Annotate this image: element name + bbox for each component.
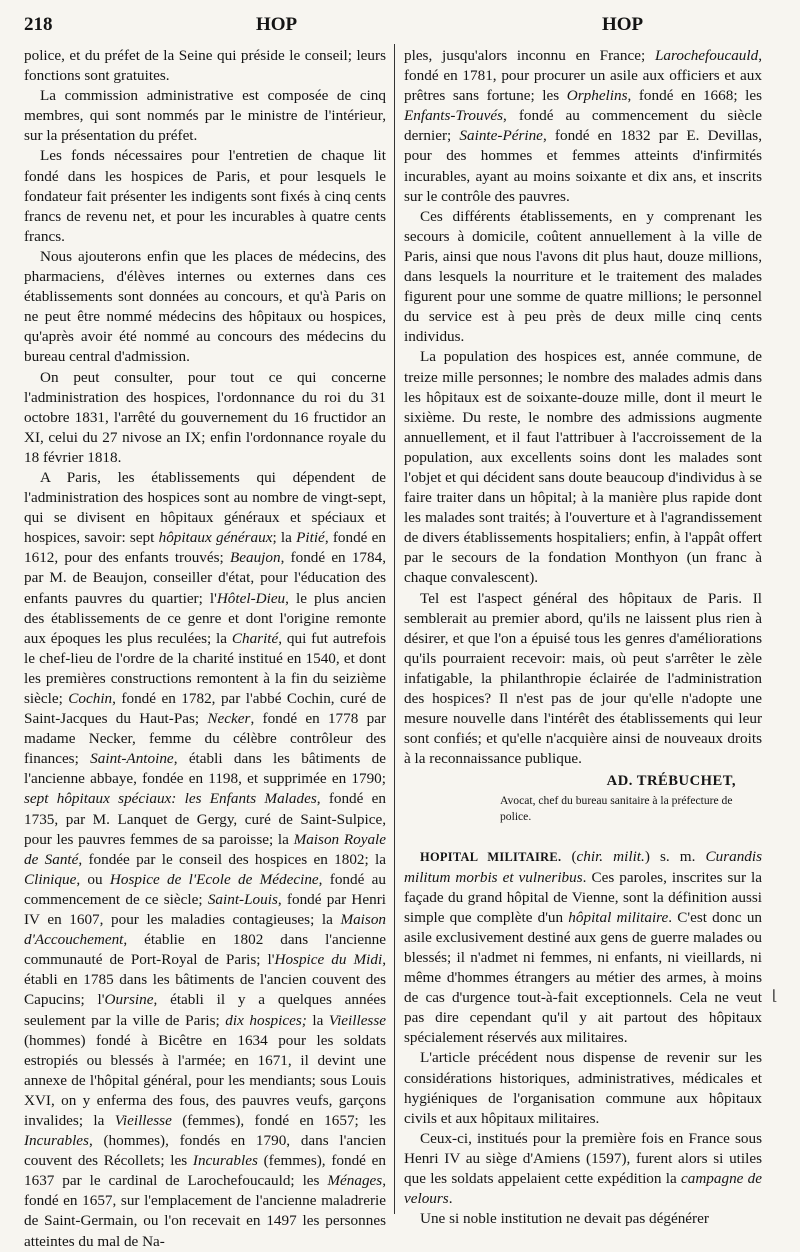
section-spacer bbox=[404, 825, 762, 847]
text-run: (femmes), fondé en 1637 par le cardinal de Larochefoucauld; les bbox=[24, 1152, 387, 1190]
left-running-head: HOP bbox=[256, 14, 298, 35]
italic-run: Vieillesse bbox=[114, 1111, 172, 1129]
author-title: Avocat, chef du bureau sanitaire à la préfecture de police. bbox=[500, 794, 733, 824]
italic-run: Pitié bbox=[296, 529, 325, 547]
italic-run: Orphelins bbox=[566, 87, 628, 105]
italic-run: sept hôpitaux spéciaux: les Enfants Malades bbox=[24, 790, 317, 808]
text-run: ples, jusqu'alors inconnu en France; bbox=[404, 47, 655, 64]
right-running-head: HOP bbox=[602, 14, 644, 35]
paragraph: Ces différents établissements, en y comprenant les secours à domicile, coûtent annuellement à la ville de Paris, ainsi que nous l'avons dit plus haut, douze millions, dans lesquels la nourriture et le traitement des malades figurent pour une somme de quatre millions; le personnel du service est à peu près de deux mille cinq cents individus. bbox=[404, 207, 762, 346]
italic-run: Charité bbox=[231, 629, 279, 647]
text-run: , fondé au commencement du siècle dernier; bbox=[404, 107, 762, 145]
paragraph: Nous ajouterons enfin que les places de médecins, des pharmaciens, d'élèves internes ou externes dans ces établissements sont données au concours, et qu'à Paris on ne peut être nommé médecins des hôpitaux ou hospices, qu'après avoir été nommé au concours des médecins du bureau central d'admission. bbox=[24, 247, 386, 366]
text-run: , établi il y a quelques années seulement par la ville de Paris; bbox=[24, 991, 386, 1029]
author-signature: AD. TRÉBUCHET, bbox=[606, 773, 736, 790]
paragraph: Tel est l'aspect général des hôpitaux de Paris. Il semblerait au premier abord, qu'ils ne laissent plus rien à désirer, et que l'on a épuisé tous les genres d'améliorations qu'ils pourraient recevoir: mais, où peut s'arrêter le zèle infatigable, la philanthropie éclairée de l'administration des hospices? Il n'est pas de jour qu'elle n'adopte une mesure nouvelle dans l'intérêt des établissements qui leur sont confiés; et qu'elle n'acquière ainsi de nouveaux droits à la reconnaissance publique. bbox=[404, 589, 762, 768]
italic-run: Saint-Louis bbox=[207, 890, 278, 908]
italic-run: Curandis militum morbis et vulneribus bbox=[404, 848, 763, 886]
paragraph: L'article précédent nous dispense de revenir sur les considérations historiques, administratives, médicales et hygiéniques de l'organisation commune aux hôpitaux civils et aux hôpitaux militaires. bbox=[404, 1049, 762, 1127]
paragraph: La commission administrative est composée de cinq membres, qui sont nommés par le ministre de l'intérieur, sur la présentation du préfet. bbox=[24, 87, 386, 145]
text-run: , fondée par le conseil des hospices en 1802; la bbox=[78, 850, 386, 868]
italic-run: Incurables bbox=[24, 1132, 89, 1150]
text-run: (femmes), fondé en 1657; les bbox=[171, 1111, 387, 1129]
italic-run: Enfants-Trouvés bbox=[404, 107, 503, 125]
margin-mark: ⌊ bbox=[772, 989, 778, 1004]
paragraph-hospital-list bbox=[24, 468, 386, 1252]
italic-run: Sainte-Périne bbox=[459, 127, 543, 145]
text-run: , fondé au commencement de ce siècle; bbox=[24, 870, 387, 908]
italic-run: dix hospices; bbox=[225, 1011, 307, 1029]
text-run: , établie en 1802 dans l'ancienne communauté de Port-Royal de Paris; l' bbox=[24, 931, 386, 969]
text-run: (hommes) fondé à Bicêtre en 1634 pour les soldats estropiés ou blessés à l'armée; en 1671, il devint une annexe de l'hôpital général, pour les mendiants; sous Louis XVI, on y enferma des fous, des pauvres veufs, garçons invalides; la bbox=[24, 1031, 386, 1129]
text-run: Ceux-ci, institués pour la première fois en France sous Henri IV au siège d'Amiens (1597), furent alors si utiles que les soldats appelaient cette expédition la bbox=[404, 1129, 762, 1187]
text-run: , le plus ancien des établissements de ce genre et dont l'origine remonte aux époques les plus reculées; la bbox=[24, 589, 386, 647]
text-run: A Paris, les établissements qui dépendent de l'administration des hospices sont au nombre de vingt-sept, qui se divisent en hôpitaux généraux et spéciaux et hospices, savoir: sept bbox=[24, 468, 386, 547]
text-run: , fondé en 1832 par E. Devillas, pour des hommes et femmes atteints d'infirmités incurables, ayant au moins soixante et dix ans, et inscrits sur le contrôle des pauvres. bbox=[404, 127, 762, 205]
text-run: , fondé en 1784, par M. de Beaujon, conseiller d'état, pour l'éducation des enfants pauvres du quartier; l' bbox=[24, 549, 387, 607]
text-run: , fondé par Henri IV en 1607, pour les maladies contagieuses; la bbox=[24, 890, 386, 929]
italic-run: chir. milit. bbox=[576, 848, 645, 866]
italic-run: Maison Royale de Santé bbox=[24, 830, 386, 868]
italic-run: Hôtel-Dieu bbox=[216, 589, 286, 607]
text-run: , fondé en 1668; les bbox=[627, 87, 762, 105]
italic-run: Ménages bbox=[327, 1172, 383, 1190]
text-run: , établi dans les bâtiments de l'ancienne abbaye, fondée en 1198, et supprimée en 1790; bbox=[24, 750, 386, 788]
text-run: ; la bbox=[272, 529, 297, 547]
italic-run: hôpital militaire bbox=[568, 908, 669, 926]
page-number: 218 bbox=[24, 14, 53, 35]
text-run: la bbox=[306, 1011, 329, 1029]
paragraph: Les fonds nécessaires pour l'entretien de chaque lit fondé dans les hospices de Paris, et pour lesquels le fondateur fait présenter les indigents sont fixés à cinq cents francs de revenu net, et pour les incurables à quatre cents francs. bbox=[24, 147, 386, 245]
italic-run: Beaujon bbox=[229, 549, 281, 567]
text-run: , (hommes), fondés en 1790, dans l'ancien couvent des Récollets; les bbox=[24, 1132, 386, 1170]
text-run: ) s. m. bbox=[644, 848, 706, 866]
entry-hopital-militaire bbox=[404, 847, 762, 1048]
italic-run: Vieillesse bbox=[328, 1011, 386, 1029]
paragraph-continued bbox=[404, 46, 762, 207]
italic-run: Oursine bbox=[104, 991, 154, 1009]
text-run: , fondé en 1782, par l'abbé Cochin, curé de Saint-Jacques du Haut-Pas; bbox=[24, 690, 386, 728]
text-run: , qui fut autrefois le chef-lieu de l'ordre de la charité institué en 1540, et dont les premières constructions remontent à la fin du seizième siècle; bbox=[24, 629, 386, 707]
text-run: , fondé en 1612, pour des enfants trouvés; bbox=[24, 529, 386, 567]
right-column bbox=[404, 46, 762, 1229]
italic-run: Cochin bbox=[68, 690, 113, 707]
text-run: ( bbox=[561, 848, 577, 866]
italic-run: Clinique bbox=[24, 870, 77, 888]
text-run: , fondé en 1735, par M. Lanquet de Gergy, curé de Saint-Sulpice, pour les pauvres femmes de sa paroisse; la bbox=[24, 790, 387, 848]
text-run: . C'est donc un asile exclusivement destiné aux gens de guerre malades ou blessés; il n'admet ni femmes, ni enfants, ni vieillards, ni même d'hommes étrangers au métier des armes, à moins de cas d'urgence tout-à-fait exceptionnels. Cela ne veut pas dire cependant qu'il y ait partout des hôpitaux spécialement réservés aux militaires. bbox=[404, 908, 763, 1047]
italic-run: Hospice du Midi bbox=[274, 951, 383, 969]
text-run: . Ces paroles, inscrites sur la façade du grand hôpital de Vienne, sont la définition aussi simple que complète d'un bbox=[404, 868, 762, 926]
text-run: , fondé en 1778 par madame Necker, femme du célèbre contrôleur des finances; bbox=[24, 710, 387, 768]
entry-lemma: HOPITAL MILITAIRE. bbox=[420, 850, 562, 865]
text-run: . bbox=[448, 1190, 453, 1208]
paragraph: Une si noble institution ne devait pas dégénérer bbox=[420, 1210, 709, 1228]
italic-run: Larochefoucauld bbox=[654, 47, 759, 64]
italic-run: Incurables bbox=[192, 1152, 258, 1170]
italic-run: Necker bbox=[207, 710, 251, 728]
italic-run: campagne de velours bbox=[404, 1169, 763, 1208]
italic-run: Saint-Antoine bbox=[90, 750, 174, 768]
paragraph bbox=[404, 1129, 762, 1209]
italic-run: Hospice de l'Ecole de Médecine bbox=[109, 870, 319, 888]
paragraph: On peut consulter, pour tout ce qui concerne l'administration des hospices, l'ordonnance du roi du 31 octobre 1831, l'arrêté du gouvernement du 16 fructidor an XI, celui du 27 nivose an IX; enfin l'ordonnance royale du 18 février 1818. bbox=[24, 368, 386, 466]
text-run: , fondé en 1781, pour procurer un asile aux officiers et aux prêtres sans fortune; les bbox=[404, 47, 762, 105]
paragraph: La population des hospices est, année commune, de treize mille personnes; le nombre des malades admis dans les hôpitaux est de soixante-douze mille, dont il meurt le sixième. Du reste, le nombre des admissions augmente annuellement, et il faut l'attribuer à l'accroissement de la population, aux excellents soins dont les malades sont l'objet et qui décident sans doute beaucoup d'individus à se faire traiter dans un hôpital; à la manière plus rapide dont les malades sont traités; à l'ouverture et à l'agrandissement de divers établissements hospitaliers; enfin, à l'appât offert par le secours de la fondation Monthyon (un franc à chaque convalescent). bbox=[404, 348, 762, 587]
italic-run: Maison d'Accouchement bbox=[24, 911, 386, 949]
text-run: , établi en 1785 dans les bâtiments de l'ancien couvent des Capucins; l' bbox=[24, 951, 386, 1009]
paragraph: police, et du préfet de la Seine qui préside le conseil; leurs fonctions sont gratuites. bbox=[24, 47, 386, 85]
column-divider bbox=[394, 44, 395, 1214]
text-run: , fondé en 1657, sur l'emplacement de l'ancienne maladrerie de Saint-Germain, ou l'on recevait en 1497 les personnes atteintes du mal de Na- bbox=[24, 1172, 386, 1250]
text-run: , ou bbox=[76, 870, 110, 888]
running-header bbox=[24, 14, 778, 40]
left-column bbox=[24, 46, 386, 1252]
italic-run: hôpitaux généraux bbox=[158, 529, 273, 547]
